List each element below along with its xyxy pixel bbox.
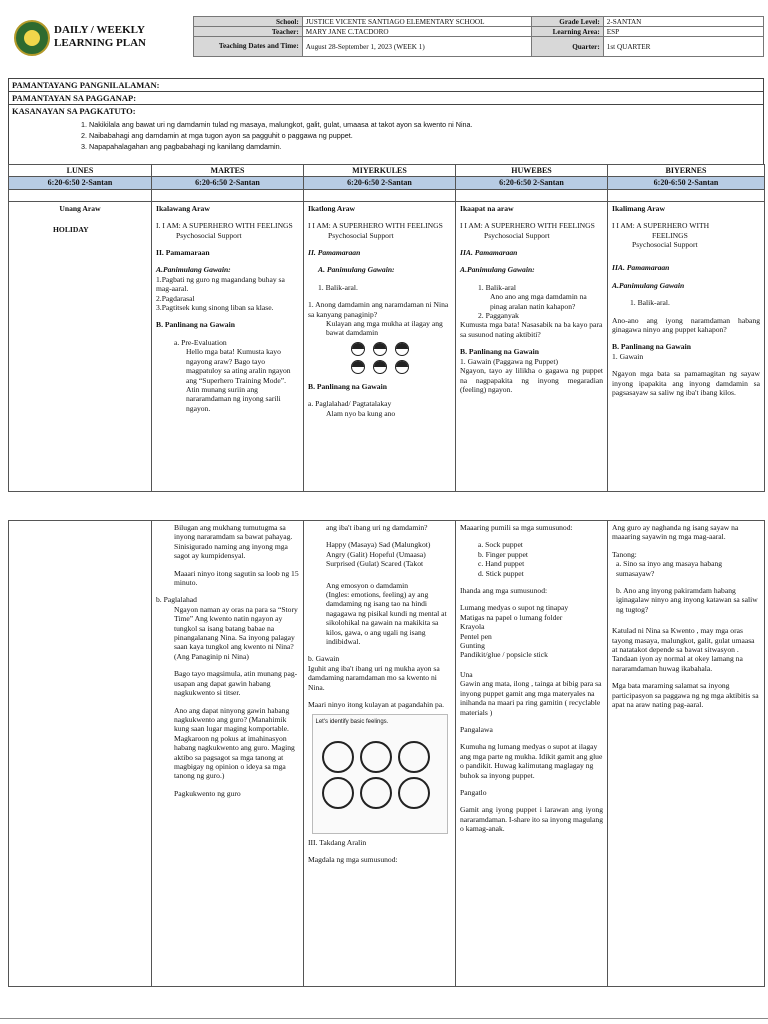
- thursday-section-a: A.Panimulang Gawain:: [460, 265, 535, 275]
- time-cell: 6:20-6:50 2-Santan: [304, 177, 456, 189]
- wednesday-cell-cont: [304, 521, 456, 987]
- face-icon: [373, 360, 387, 374]
- tuesday-step: 3.Pagtitsek kung sinong liban sa klase.: [156, 303, 274, 313]
- wednesday-text: (Ingles: emotions, feeling) ay ang damdaming ng isang tao na hindi nagagawa ng pisikal kundi ng mental at sikolohikal na gawain na makikita sa kilos, gawa, o ang ugali ng isang indibidwal.: [326, 590, 447, 647]
- circle-shape: [360, 741, 392, 773]
- tuesday-cell-cont: [152, 521, 304, 987]
- emotion-faces-row: [308, 342, 451, 356]
- thursday-step: 1. Balik-aral: [478, 282, 516, 292]
- friday-day-label: Ikalimang Araw: [612, 203, 665, 213]
- grade-label: Grade Level:: [532, 17, 604, 27]
- thursday-cell-cont: [456, 521, 608, 987]
- page-divider: [0, 1018, 768, 1019]
- face-icon: [395, 360, 409, 374]
- monday-cell: [9, 201, 152, 491]
- step-text: Gawin ang mata, ilong , tainga at bibig para sa inyong puppet gamit ang mga materyales na inihanda na maari pa ring gamitin ( recyclable materials ): [460, 679, 602, 717]
- wednesday-text: Ang emosyon o damdamin: [326, 580, 409, 590]
- tuesday-text: Bilugan ang mukhang tumutugma sa inyong nararamdam sa bawat pahayag. Sinisigurado naming ang inyong mga sagot ay kumpidensyal.: [174, 523, 293, 561]
- thursday-section: IIA. Pamamaraan: [460, 248, 518, 258]
- objective-item: 1. Nakikilala ang bawat uri ng damdamin tulad ng masaya, malungkot, galit, gulat, umaasa at takot ayon sa kwento ni Nina.: [89, 120, 473, 130]
- worksheet-circles: [316, 741, 444, 809]
- daily-plan-grid-bottom: [8, 520, 765, 987]
- info-table: [193, 16, 764, 57]
- tuesday-activity-title: a. Pre-Evaluation: [174, 337, 227, 347]
- material-item: Pandikit/glue / popsicle stick: [460, 650, 548, 660]
- performance-standard: PAMANTAYAN SA PAGGANAP:: [9, 92, 764, 105]
- tuesday-cell: [152, 201, 304, 491]
- puppet-option: c. Hand puppet: [478, 559, 525, 569]
- wednesday-text: Magdala ng mga sumusunod:: [308, 854, 398, 864]
- wednesday-text: ang iba't ibang uri ng damdamin?: [326, 523, 428, 532]
- plan-title-line1: DAILY / WEEKLY: [54, 24, 145, 36]
- monday-day-label: Unang Araw: [59, 203, 101, 213]
- circle-shape: [322, 777, 354, 809]
- circle-shape: [360, 777, 392, 809]
- tuesday-step: 1.Pagbati ng guro ng magandang buhay sa mag-aaral.: [156, 274, 285, 294]
- wednesday-assignment-title: III. Takdang Aralin: [308, 837, 367, 847]
- wednesday-section-b: B. Panlinang na Gawain: [308, 381, 387, 391]
- quarter-value: 1st QUARTER: [603, 37, 763, 57]
- wednesday-text: Happy (Masaya) Sad (Malungkot) Angry (Galit) Hopeful (Umaasa) Surprised (Gulat) Scared (Takot: [326, 540, 431, 569]
- tuesday-step: 2.Pagdarasal: [156, 293, 195, 303]
- time-cell: 6:20-6:50 2-Santan: [152, 177, 304, 189]
- tuesday-topic: I. I AM: A SUPERHERO WITH FEELINGS: [156, 221, 293, 231]
- friday-step-note: Ano-ano ang iyong naramdaman habang ginagawa ninyo ang puppet kahapon?: [612, 315, 760, 335]
- face-icon: [395, 342, 409, 356]
- friday-activity-text: Ngayon mga bata sa pamamagitan ng sayaw inyong ipapakita ang inyong damdamin sa pagsasayaw sa saliw ng iba't ibang kilos.: [612, 369, 760, 398]
- thursday-cell: [456, 201, 608, 491]
- objective-item: 3. Napapahalagahan ang pagbabahagi ng kanilang damdamin.: [89, 142, 473, 152]
- wednesday-text: Iguhit ang iba't ibang uri ng mukha ayon sa damdaming naramdaman mo sa kwento ni Nina.: [308, 663, 440, 692]
- wednesday-topic-sub: Psychosocial Support: [328, 230, 394, 240]
- wednesday-question-note: Kulayan ang mga mukha at ilagay ang bawat damdamin: [326, 319, 443, 338]
- objective-item: 2. Naibabahagi ang damdamin at mga tugon ayon sa pagguhit o paggawa ng puppet.: [89, 131, 473, 141]
- wednesday-text: Maari ninyo itong kulayan at pagandahin pa.: [308, 700, 445, 710]
- circle-shape: [398, 741, 430, 773]
- dates-label: Teaching Dates and Time:: [194, 37, 303, 57]
- tuesday-text: Bago tayo magsimula, atin munang pag-usapan ang dapat gawin habang nagkukwento si titser.: [174, 669, 298, 698]
- quarter-label: Quarter:: [532, 37, 604, 57]
- thursday-activity-title: 1. Gawain (Paggawa ng Puppet): [460, 356, 559, 366]
- day-header-tuesday: MARTES: [152, 165, 304, 177]
- thursday-text: Ihanda ang mga sumusunod:: [460, 586, 548, 596]
- school-value: JUSTICE VICENTE SANTIAGO ELEMENTARY SCHOOL: [302, 17, 531, 27]
- face-icon: [351, 342, 365, 356]
- wednesday-subheading: b. Gawain: [308, 654, 340, 664]
- wednesday-activity-title: a. Paglalahad/ Pagtatalakay: [308, 399, 392, 409]
- material-item: Krayola: [460, 622, 485, 632]
- puppet-option: b. Finger puppet: [478, 549, 528, 559]
- step-label: Pangalawa: [460, 724, 493, 734]
- friday-section-b: B. Panlinang na Gawain: [612, 342, 691, 352]
- puppet-option: a. Sock puppet: [478, 540, 523, 550]
- tuesday-section-b: B. Panlinang na Gawain: [156, 320, 235, 330]
- material-item: Gunting: [460, 641, 485, 651]
- friday-question: b. Ano ang inyong pakiramdam habang iginagalaw ninyo ang inyong katawan sa saliw ng tugtog?: [616, 586, 758, 614]
- puppet-option: d. Stick puppet: [478, 568, 524, 578]
- thursday-topic: I I AM: A SUPERHERO WITH FEELINGS: [460, 221, 595, 231]
- tuesday-section: II. Pamamaraan: [156, 248, 210, 258]
- tuesday-text: Ano ang dapat ninyong gawin habang nagkukwento ang guro? (Manahimik kung saan lugar maging komportable. Magkaroon ng pokus at imahinasyon habang nagkukwento ang guro. Maging aktibo sa pagsagot sa mga tanong at magbigay ng opinion o ideya sa mga tanong ng guro.): [174, 705, 295, 781]
- thursday-day-label: Ikaapat na araw: [460, 203, 514, 213]
- wednesday-day-label: Ikatlong Araw: [308, 203, 356, 213]
- friday-cell-cont: [608, 521, 765, 987]
- monday-cell-cont: [9, 521, 152, 987]
- friday-topic-sub: FEELINGS: [652, 230, 688, 240]
- step-text: Kumuha ng lumang medyas o supot at ilagay ang mga parte ng mukha. Idikit gamit ang glue o pandikit. Huwag kalimutang maglagay ng buhok sa inyong puppet.: [460, 742, 603, 780]
- day-header-monday: LUNES: [9, 165, 152, 177]
- material-item: Matigas na papel o lumang folder: [460, 612, 563, 622]
- feelings-worksheet-image: [312, 714, 448, 834]
- friday-text: Ang guro ay naghanda ng isang sayaw na maaaring sayawin ng mga mag-aaral.: [612, 523, 739, 542]
- face-icon: [373, 342, 387, 356]
- plan-title-line2: LEARNING PLAN: [54, 37, 146, 49]
- day-header-friday: BIYERNES: [608, 165, 765, 177]
- friday-step: 1. Balik-aral.: [630, 298, 670, 308]
- friday-question-label: Tanong:: [612, 549, 637, 559]
- dates-value: August 28-September 1, 2023 (WEEK 1): [302, 37, 531, 57]
- material-item: Pentel pen: [460, 631, 492, 641]
- holiday-note: HOLIDAY: [53, 225, 89, 235]
- wednesday-section-a: A. Panimulang Gawain:: [318, 265, 395, 275]
- objectives-box: [8, 110, 764, 164]
- objectives-list: [89, 120, 473, 153]
- friday-section: IIA. Pamamaraan: [612, 263, 670, 273]
- tuesday-text: Pagkukwento ng guro: [174, 788, 241, 798]
- plan-title: [54, 24, 194, 50]
- friday-text: Katulad ni Nina sa Kwento , may mga oras tayong masaya, malungkot, galit, gulat umaasa at natatakot depende sa bawat sitwasyon . Tandaan iyon ay normal at okey lamang na nararamdaman huwag ikabahala.: [612, 626, 755, 673]
- circle-shape: [322, 741, 354, 773]
- school-logo-icon: [14, 20, 50, 56]
- area-label: Learning Area:: [532, 27, 604, 37]
- step-text: Gamit ang iyong puppet i larawan ang iyong nararamdaman. I-share ito sa inyong magulang o kamag-anak.: [460, 805, 603, 834]
- day-header-wednesday: MIYERKULES: [304, 165, 456, 177]
- time-cell: 6:20-6:50 2-Santan: [9, 177, 152, 189]
- learning-competency: KASANAYAN SA PAGKATUTO:: [9, 105, 764, 118]
- face-icon: [351, 360, 365, 374]
- friday-topic-sub2: Psychosocial Support: [632, 240, 698, 250]
- friday-topic: I I AM: A SUPERHERO WITH: [612, 221, 710, 231]
- time-cell: 6:20-6:50 2-Santan: [608, 177, 765, 189]
- thursday-step-note: Ano ano ang mga damdamin na pinag aralan natin kahapon?: [490, 292, 587, 311]
- content-standard: PAMANTAYANG PANGNILALAMAN:: [9, 79, 764, 92]
- thursday-step: 2. Pagganyak: [478, 311, 519, 321]
- friday-section-a: A.Panimulang Gawain: [612, 280, 685, 290]
- thursday-text: Maaaring pumili sa mga sumusunod:: [460, 523, 573, 532]
- wednesday-step: 1. Balik-aral.: [318, 282, 358, 292]
- circle-shape: [398, 777, 430, 809]
- tuesday-day-label: Ikalawang Araw: [156, 203, 210, 213]
- wednesday-topic: I I AM: A SUPERHERO WITH FEELINGS: [308, 221, 443, 231]
- area-value: ESP: [603, 27, 763, 37]
- daily-plan-grid-top: [8, 164, 765, 492]
- day-header-thursday: HUWEBES: [456, 165, 608, 177]
- time-cell: 6:20-6:50 2-Santan: [456, 177, 608, 189]
- tuesday-section-a: A.Panimulang Gawain:: [156, 265, 231, 275]
- step-label: Una: [460, 669, 473, 679]
- thursday-step-note: Kumusta mga bata! Nasasabik na ba kayo para sa susunod nating aktibiti?: [460, 320, 603, 339]
- plan-header: [8, 16, 764, 62]
- grade-value: 2-SANTAN: [603, 17, 763, 27]
- teacher-label: Teacher:: [194, 27, 303, 37]
- thursday-section-b: B. Panlinang na Gawain: [460, 347, 539, 357]
- tuesday-topic-sub: Psychosocial Support: [176, 230, 242, 240]
- teacher-value: MARY JANE C.TACDORO: [302, 27, 531, 37]
- wednesday-section: II. Pamamaraan: [308, 248, 361, 258]
- tuesday-subheading: b. Paglalahad: [156, 595, 197, 605]
- thursday-activity-text: Ngayon, tayo ay lilikha o gagawa ng puppet na nagpapakita ng inyong megaradian (feeling) ngayon.: [460, 366, 603, 394]
- friday-text: Mga bata maraming salamat sa inyong participasyon sa paggawa ng ng mga aktibitis sa apat na araw nating pag-aaral.: [612, 681, 759, 710]
- material-item: Lumang medyas o supot ng tinapay: [460, 603, 569, 613]
- tuesday-text: Maaari ninyo itong sagutin sa loob ng 15 minuto.: [174, 568, 299, 588]
- friday-question: a. Sino sa inyo ang masaya habang sumasayaw?: [616, 559, 723, 578]
- wednesday-question: 1. Anong damdamin ang naramdaman ni Nina sa kanyang panaginip?: [308, 300, 449, 319]
- friday-cell: [608, 201, 765, 491]
- worksheet-title: Let's identify basic feelings.: [315, 718, 389, 725]
- friday-activity-title: 1. Gawain: [612, 351, 644, 361]
- wednesday-activity-text: Alam nyo ba kung ano: [326, 408, 396, 418]
- thursday-topic-sub: Psychosocial Support: [484, 230, 550, 240]
- emotion-faces-row: [308, 360, 451, 374]
- school-label: School:: [194, 17, 303, 27]
- tuesday-activity-text: Hello mga bata! Kumusta kayo ngayong araw? Bago tayo magpatuloy sa ating aralin ngayon ang “Superhero Training Mode”. Atin munang suriin ang nararamdaman ng inyong sarili ngayon.: [186, 347, 291, 413]
- step-label: Pangatlo: [460, 787, 487, 797]
- wednesday-cell: [304, 201, 456, 491]
- tuesday-text: Ngayon naman ay oras na para sa “Story Time” Ang kwento natin ngayon ay tungkol sa isang batang babae na pinangalanang Nina. Sa inyong palagay saan kaya tungkol ang kwento ni Nina? (Ang Panaginip ni Nina): [174, 604, 298, 661]
